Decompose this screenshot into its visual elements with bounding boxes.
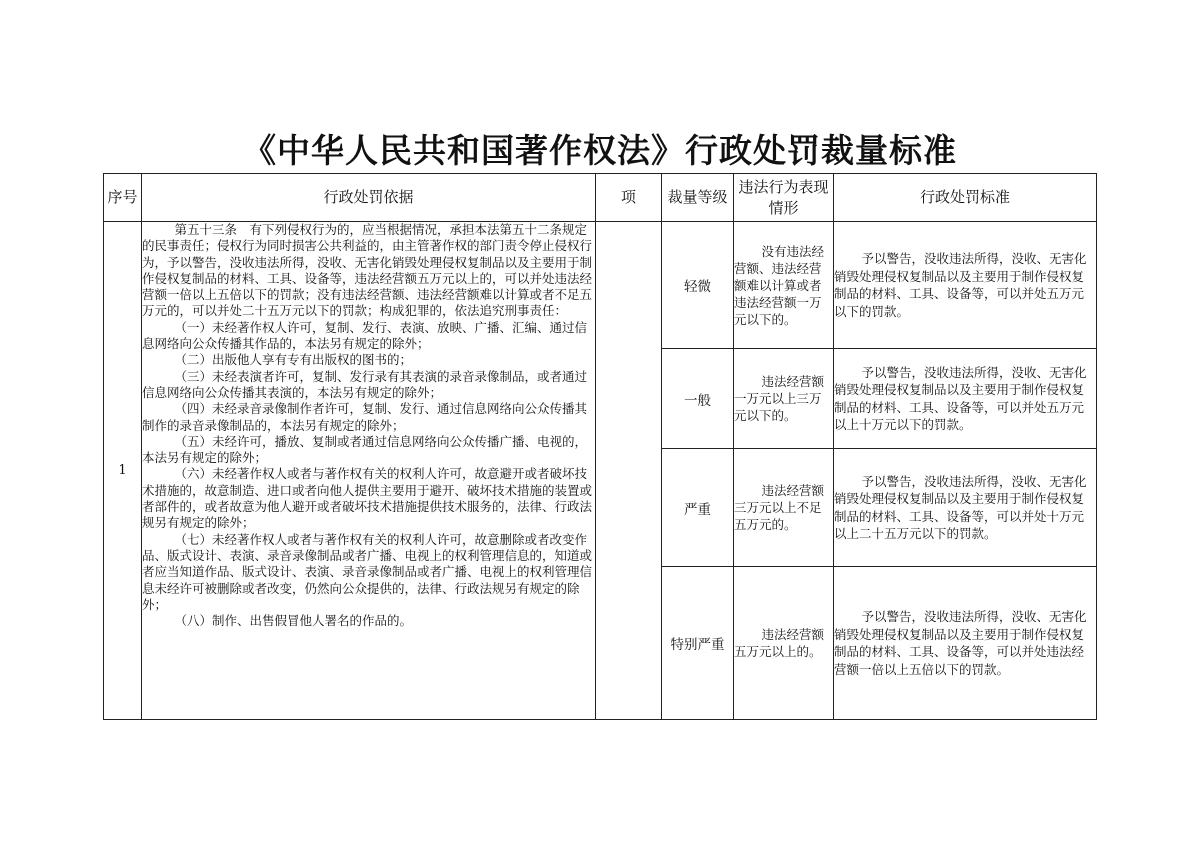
basis-clause: （八）制作、出售假冒他人署名的作品的。 <box>174 613 413 629</box>
row-item <box>596 222 662 720</box>
basis-clause: （七）未经著作权人或者与著作权有关的权利人许可，故意删除或者改变作品、版式设计、表演、录音录像制品或者广播、电视上的权利管理信息的，知道或者应当知道作品、版式设计、表演、录音录像制品或者广播、电视上的权利管理信息未经许可被删除或者改变，仍然向公众提供的，法律、行政法规另有规定的除外； <box>142 531 593 612</box>
level-serious: 严重 <box>662 449 734 567</box>
penalty-basis <box>142 222 596 720</box>
standard-general: 予以警告，没收违法所得，没收、无害化销毁处理侵权复制品以及主要用于制作侵权复制品的材料、工具、设备等，可以并处五万元以上十万元以下的罚款。 <box>834 349 1097 449</box>
basis-clause: （四）未经录音录像制作者许可，复制、发行、通过信息网络向公众传播其制作的录音录像制品的，本法另有规定的除外； <box>142 401 588 433</box>
condition-especially-serious: 违法经营额五万元以上的。 <box>734 567 834 720</box>
basis-clause: （五）未经许可，播放、复制或者通过信息网络向公众传播广播、电视的，本法另有规定的除外； <box>142 433 588 466</box>
condition-serious: 违法经营额三万元以上不足五万元的。 <box>734 449 834 567</box>
standard-serious: 予以警告，没收违法所得，没收、无害化销毁处理侵权复制品以及主要用于制作侵权复制品的材料、工具、设备等，可以并处十万元以上二十五万元以下的罚款。 <box>834 449 1097 567</box>
level-general: 一般 <box>662 349 734 449</box>
header-level: 裁量等级 <box>662 174 734 222</box>
table-row <box>104 222 1097 349</box>
standard-minor: 予以警告，没收违法所得，没收、无害化销毁处理侵权复制品以及主要用于制作侵权复制品的材料、工具、设备等，可以并处五万元以下的罚款。 <box>834 222 1097 349</box>
header-condition: 违法行为表现情形 <box>734 174 834 222</box>
header-item: 项 <box>596 174 662 222</box>
standard-especially-serious: 予以警告，没收违法所得，没收、无害化销毁处理侵权复制品以及主要用于制作侵权复制品的材料、工具、设备等，可以并处违法经营额一倍以上五倍以下的罚款。 <box>834 567 1097 720</box>
basis-clause: （六）未经著作权人或者与著作权有关的权利人许可，故意避开或者破坏技术措施的，故意制造、进口或者向他人提供主要用于避开、破坏技术措施的装置或者部件的，或者故意为他人避开或者破坏技术措施提供技术服务的，法律、行政法规另有规定的除外； <box>142 466 593 531</box>
basis-clause: （一）未经著作权人许可，复制、发行、表演、放映、广播、汇编、通过信息网络向公众传播其作品的，本法另有规定的除外； <box>142 319 588 352</box>
basis-clause: （二）出版他人享有专有出版权的图书的； <box>174 352 413 368</box>
basis-article: 第五十三条 有下列侵权行为的，应当根据情况，承担本法第五十二条规定的民事责任；侵权行为同时损害公共利益的，由主管著作权的部门责令停止侵权行为，予以警告，没收违法所得，没收、无害化销毁处理侵权复制品以及主要用于制作侵权复制品的材料、工具、设备等，违法经营额五万元以上的，可以并处违法经营额一倍以上五倍以下的罚款；没有违法经营额、违法经营额难以计算或者不足五万元的，可以并处二十五万元以下的罚款；构成犯罪的，依法追究刑事责任： <box>142 222 593 319</box>
penalty-standard-table <box>103 173 1097 720</box>
row-seq: 1 <box>104 222 142 720</box>
level-especially-serious: 特别严重 <box>662 567 734 720</box>
header-row <box>104 174 1097 222</box>
page-title: 《中华人民共和国著作权法》行政处罚裁量标准 <box>243 131 957 170</box>
basis-clause: （三）未经表演者许可，复制、发行录有其表演的录音录像制品，或者通过信息网络向公众传播其表演的，本法另有规定的除外； <box>142 368 588 400</box>
header-seq: 序号 <box>104 174 142 222</box>
condition-minor: 没有违法经营额、违法经营额难以计算或者违法经营额一万元以下的。 <box>734 222 834 349</box>
header-basis: 行政处罚依据 <box>142 174 596 222</box>
header-standard: 行政处罚标准 <box>834 174 1097 222</box>
condition-general: 违法经营额一万元以上三万元以下的。 <box>734 349 834 449</box>
level-minor: 轻微 <box>662 222 734 349</box>
